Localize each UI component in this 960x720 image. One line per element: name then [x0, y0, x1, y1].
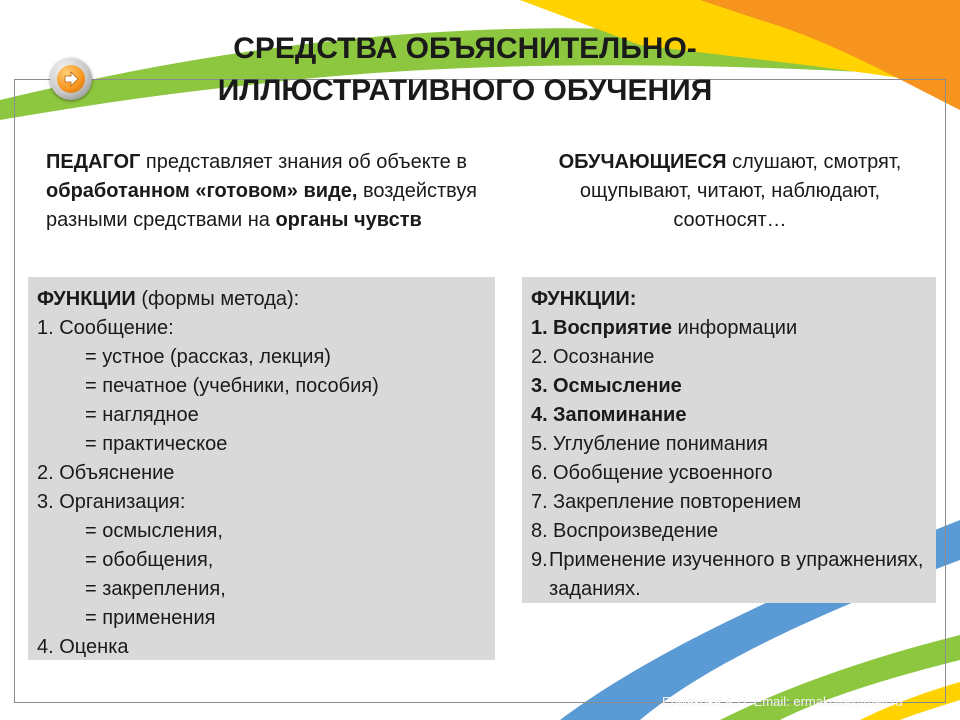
list-subitem: = наглядное: [85, 404, 199, 426]
list-item: 2. Объяснение: [37, 462, 175, 484]
list-item-number: 8.: [531, 520, 548, 542]
list-item-text: [553, 430, 768, 459]
functions-heading-bold: ФУНКЦИИ: [37, 288, 136, 310]
functions-heading-colon: :: [629, 288, 637, 310]
learner-functions-box: [522, 277, 936, 603]
list-subitem: = применения: [85, 607, 216, 629]
learners-paragraph: [555, 148, 905, 235]
list-item: [531, 459, 936, 488]
learners-text: слушают, смотрят, ощупывают, читают, наблюдают, соотносят…: [579, 151, 902, 231]
list-subitem: = обобщения,: [85, 549, 214, 571]
list-item-text: [553, 488, 801, 517]
footer-credit: Ермакова А.Н. Email: ermakova@mail.ru: [662, 694, 903, 709]
list-item: [531, 517, 936, 546]
teacher-emphasis-1: обработанном «готовом» виде,: [46, 180, 358, 202]
list-item: 3. Организация:: [37, 491, 186, 513]
list-subitem: = осмысления,: [85, 520, 223, 542]
list-subitem: = закрепления,: [85, 578, 226, 600]
list-item-rest: Закрепление повторением: [553, 491, 802, 513]
list-item: 4. Оценка: [37, 636, 129, 658]
teacher-text-2: воздействуя разными средствами на: [46, 180, 477, 231]
function-list: [531, 314, 936, 604]
list-item-rest: информации: [672, 317, 798, 339]
list-item-text: [553, 314, 797, 343]
list-item-text: [553, 343, 654, 372]
teacher-text-1: представляет знания об объекте в: [140, 151, 467, 173]
list-item-text: [553, 401, 686, 430]
list-item-number: 7.: [531, 491, 548, 513]
functions-heading-rest: (формы метода):: [135, 288, 300, 310]
list-subitem: = устное (рассказ, лекция): [85, 346, 331, 368]
list-item-rest: Применение изученного в упражнениях, заданиях.: [549, 549, 924, 600]
list-item: [531, 314, 936, 343]
teacher-emphasis-2: органы чувств: [275, 209, 422, 231]
list-item-bold: Осмысление: [553, 375, 682, 397]
list-subitem: = практическое: [85, 433, 228, 455]
list-item-rest: Осознание: [553, 346, 655, 368]
list-item-text: [553, 517, 718, 546]
list-item-text: [553, 459, 772, 488]
list-item-number: 4.: [531, 404, 548, 426]
list-item-number: 1.: [531, 317, 548, 339]
list-item-rest: Углубление понимания: [553, 433, 768, 455]
list-item-number: 2.: [531, 346, 548, 368]
title-line-2: ИЛЛЮСТРАТИВНОГО ОБУЧЕНИЯ: [217, 74, 713, 107]
arrow-right-icon: [57, 65, 85, 93]
list-item: 1. Сообщение:: [37, 317, 174, 339]
list-item-number: 6.: [531, 462, 548, 484]
list-item-bold: Запоминание: [553, 404, 687, 426]
functions-heading: [37, 285, 495, 314]
list-item-text: [549, 546, 936, 604]
list-item: [531, 546, 936, 604]
title-line-1: СРЕДСТВА ОБЪЯСНИТЕЛЬНО-: [233, 32, 697, 65]
list-item-number: 3.: [531, 375, 548, 397]
functions-heading: [531, 285, 936, 314]
list-item: [531, 488, 936, 517]
list-item-rest: Воспроизведение: [553, 520, 719, 542]
list-item-bold: Восприятие: [553, 317, 672, 339]
list-item-rest: Обобщение усвоенного: [553, 462, 773, 484]
learners-term: ОБУЧАЮЩИЕСЯ: [558, 151, 727, 173]
functions-heading-bold: ФУНКЦИИ: [531, 288, 630, 310]
list-item: [531, 430, 936, 459]
next-slide-button[interactable]: [50, 58, 92, 100]
teacher-term: ПЕДАГОГ: [46, 151, 141, 173]
list-item-number: 5.: [531, 433, 548, 455]
teacher-functions-box: [28, 277, 495, 660]
list-item: [531, 401, 936, 430]
teacher-paragraph: [46, 148, 486, 235]
slide-title: [120, 28, 810, 112]
list-item-number: 9.: [531, 549, 548, 571]
list-subitem: = печатное (учебники, пособия): [85, 375, 379, 397]
list-item-text: [553, 372, 682, 401]
list-item: [531, 372, 936, 401]
list-item: [531, 343, 936, 372]
